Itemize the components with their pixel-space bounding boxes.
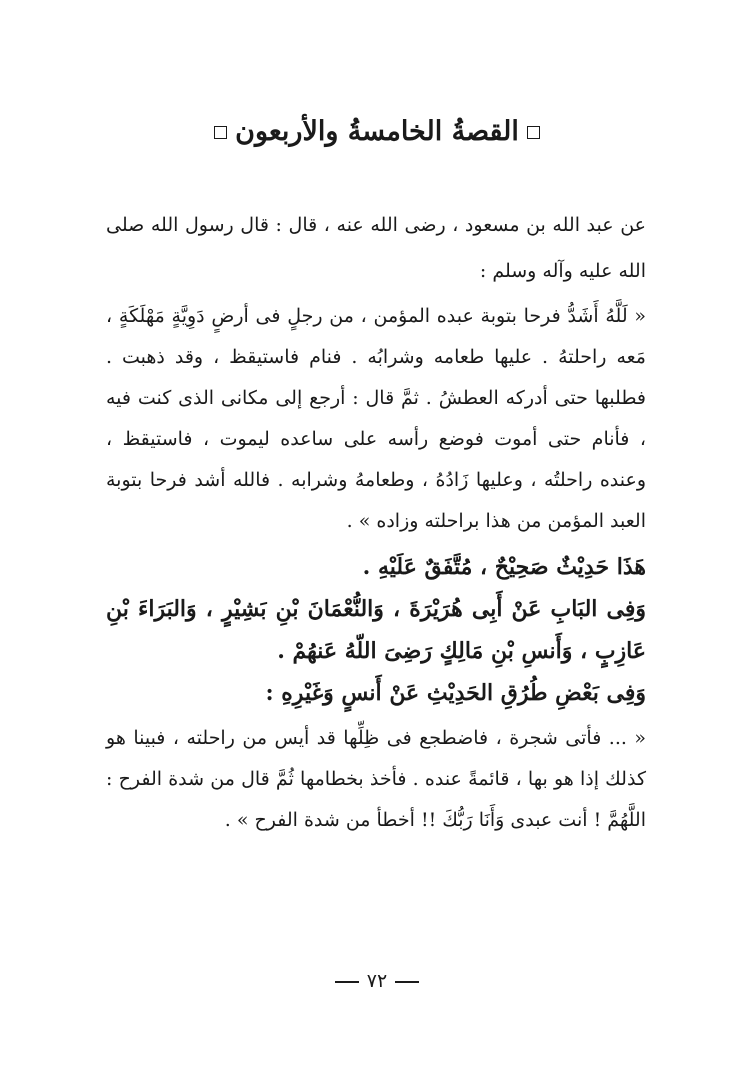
square-ornament-icon <box>527 126 540 139</box>
hadith-grading <box>106 546 646 714</box>
hadith-text: « لَلَّهُ أَشَدُّ فرحا بتوبة عبده المؤمن ، من رجلٍ فى أرضٍ دَوِيَّةٍ مَهْلَكَةٍ ، مَعه راحلتهُ . عليها طعامه وشرابُه . فنام فاستيقظ ، وقد ذهبت . فطلبها حتى أدركه العطشُ . ثمَّ قال : أرجع إلى مكانى الذى كنت فيه ، فأنام حتى أموت فوضع رأسه على ساعده ليموت ، فاستيقظ ، وعنده راحلتُه ، وعليها زَادُهُ ، وطعامهُ وشرابه . فالله أشد فرحا بتوبة العبد المؤمن من هذا براحلته وزاده » . <box>106 305 646 532</box>
chapter-title-line <box>0 112 754 152</box>
dash-ornament <box>335 981 359 983</box>
page-number-line <box>0 966 754 996</box>
chapter-title: القصةُ الخامسةُ والأربعون <box>235 116 519 147</box>
hadith-chain-of-narration: عن عبد الله بن مسعود ، رضى الله عنه ، قال : قال رسول الله صلى الله عليه وآله وسلم : <box>106 214 646 282</box>
dash-ornament <box>395 981 419 983</box>
grading-other-routes: وَفِى بَعْضِ طُرُقِ الحَدِيْثِ عَنْ أَنسٍ وَغَيْرِهِ : <box>265 680 646 706</box>
page-number: ٧٢ <box>366 970 388 992</box>
square-ornament-icon <box>214 126 227 139</box>
grading-other-narrators: وَفِى البَابِ عَنْ أَبِى هُرَيْرَةَ ، وَالنُّعْمَانَ بْنِ بَشِيْرٍ ، وَالبَرَاءَ بْنِ عَازِبٍ ، وَأَنسِ بْنِ مَالِكٍ رَضِىَ اللّهُ عَنهُمْ . <box>106 596 646 664</box>
hadith-variant-text: « ... فأتى شجرة ، فاضطجع فى ظِلِّها قد أيس من راحلته ، فبينا هو كذلك إذا هو بها ، قائمةً عنده . فأخذ بخطامها ثُمَّ قال من شدة الفرح : اللَّهُمَّ ! أنت عبدى وَأَنَا رَبُّكَ !! أخطأ من شدة الفرح » . <box>106 727 647 831</box>
grading-authenticity: هَذَا حَدِيْثٌ صَحِيْحٌ ، مُتَّفَقٌ عَلَيْهِ . <box>362 554 646 580</box>
